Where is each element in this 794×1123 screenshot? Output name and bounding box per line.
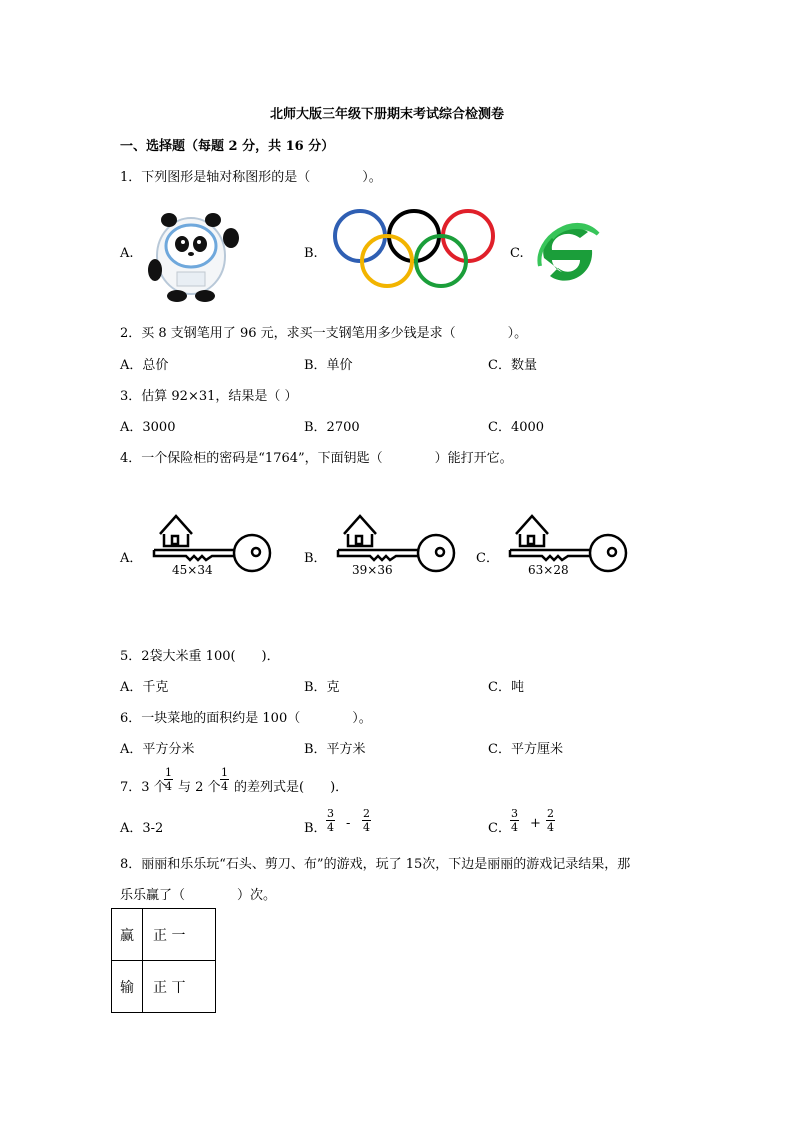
question-4-option-c-label: C． <box>476 551 499 566</box>
question-4-option-b-label: B． <box>304 551 327 566</box>
question-4-option-a-label: A． <box>120 551 143 566</box>
mascot-image <box>143 204 247 304</box>
question-6-option-b: B．平方米 <box>304 742 366 757</box>
key-a-expression: 45×34 <box>172 563 213 577</box>
section-heading: 一、选择题（每题 2 分，共 16 分） <box>120 139 335 154</box>
page-title: 北师大版三年级下册期末考试综合检测卷 <box>270 107 505 122</box>
question-5-option-b: B．克 <box>304 680 340 695</box>
question-7-option-c-label: C． <box>488 821 511 836</box>
question-4-text: 4．一个保险柜的密码是“1764”，下面钥匙（ ）能打开它。 <box>120 451 513 466</box>
green-e-logo-image <box>536 218 602 288</box>
question-2-option-b: B．单价 <box>304 358 353 373</box>
question-7-text-part1: 7．3 个 <box>120 780 167 795</box>
fraction-denominator: 4 <box>327 821 334 834</box>
fraction <box>546 807 555 834</box>
row-label: 赢 <box>112 909 143 961</box>
olympic-rings-image <box>330 208 496 290</box>
fraction <box>510 807 519 834</box>
fraction-denominator: 4 <box>363 821 370 834</box>
game-record-table <box>111 908 216 1013</box>
fraction-denominator: 4 <box>547 821 554 834</box>
fraction-numerator: 2 <box>363 807 370 820</box>
question-5-option-c: C．吨 <box>488 680 524 695</box>
question-5-option-a: A．千克 <box>120 680 169 695</box>
fraction-numerator: 3 <box>327 807 334 820</box>
question-8-text-line2: 乐乐赢了（ ）次。 <box>120 888 277 903</box>
tally-value: 正 一 <box>143 909 216 961</box>
question-6-text: 6．一块菜地的面积约是 100（ ）。 <box>120 711 372 726</box>
fraction-denominator: 4 <box>511 821 518 834</box>
question-6-option-a: A．平方分米 <box>120 742 195 757</box>
operator-minus: - <box>346 816 351 831</box>
row-label: 输 <box>112 961 143 1013</box>
question-3-option-a: A．3000 <box>120 420 176 435</box>
question-5-text: 5．2袋大米重 100( )． <box>120 649 280 664</box>
question-3-option-c: C．4000 <box>488 420 545 435</box>
fraction <box>362 807 371 834</box>
question-2-text: 2．买 8 支钢笔用了 96 元，求买一支钢笔用多少钱是求（ ）。 <box>120 326 528 341</box>
question-7-text-part3: 的差列式是( )． <box>234 780 349 795</box>
operator-plus: + <box>530 816 541 831</box>
table-row <box>112 909 216 961</box>
question-7-option-b-label: B． <box>304 821 327 836</box>
tally-value: 正 丅 <box>143 961 216 1013</box>
fraction-numerator: 3 <box>511 807 518 820</box>
question-3-option-b: B．2700 <box>304 420 360 435</box>
fraction-numerator: 2 <box>547 807 554 820</box>
question-7-text-part2: 与 2 个 <box>178 780 221 795</box>
question-1-text: 1．下列图形是轴对称图形的是（ ）。 <box>120 170 382 185</box>
question-1-option-a-label: A. <box>120 246 134 261</box>
question-7-option-a: A．3-2 <box>120 821 164 836</box>
question-2-option-c: C．数量 <box>488 358 537 373</box>
table-row <box>112 961 216 1013</box>
question-8-text-line1: 8．丽丽和乐乐玩“石头、剪刀、布”的游戏，玩了 15次，下边是丽丽的游戏记录结果，那 <box>120 857 631 872</box>
question-6-option-c: C．平方厘米 <box>488 742 563 757</box>
fraction-denominator: 4 <box>165 780 172 793</box>
key-b-expression: 39×36 <box>352 563 393 577</box>
fraction-numerator: 1 <box>221 766 228 779</box>
question-2-option-a: A．总价 <box>120 358 169 373</box>
fraction-one-quarter <box>220 766 229 793</box>
question-1-option-c-label: C. <box>510 246 524 261</box>
fraction-numerator: 1 <box>165 766 172 779</box>
key-c-expression: 63×28 <box>528 563 569 577</box>
question-3-text: 3．估算 92×31，结果是（ ） <box>120 389 298 404</box>
fraction-denominator: 4 <box>221 780 228 793</box>
fraction <box>326 807 335 834</box>
fraction-one-quarter <box>164 766 173 793</box>
question-1-option-b-label: B. <box>304 246 318 261</box>
